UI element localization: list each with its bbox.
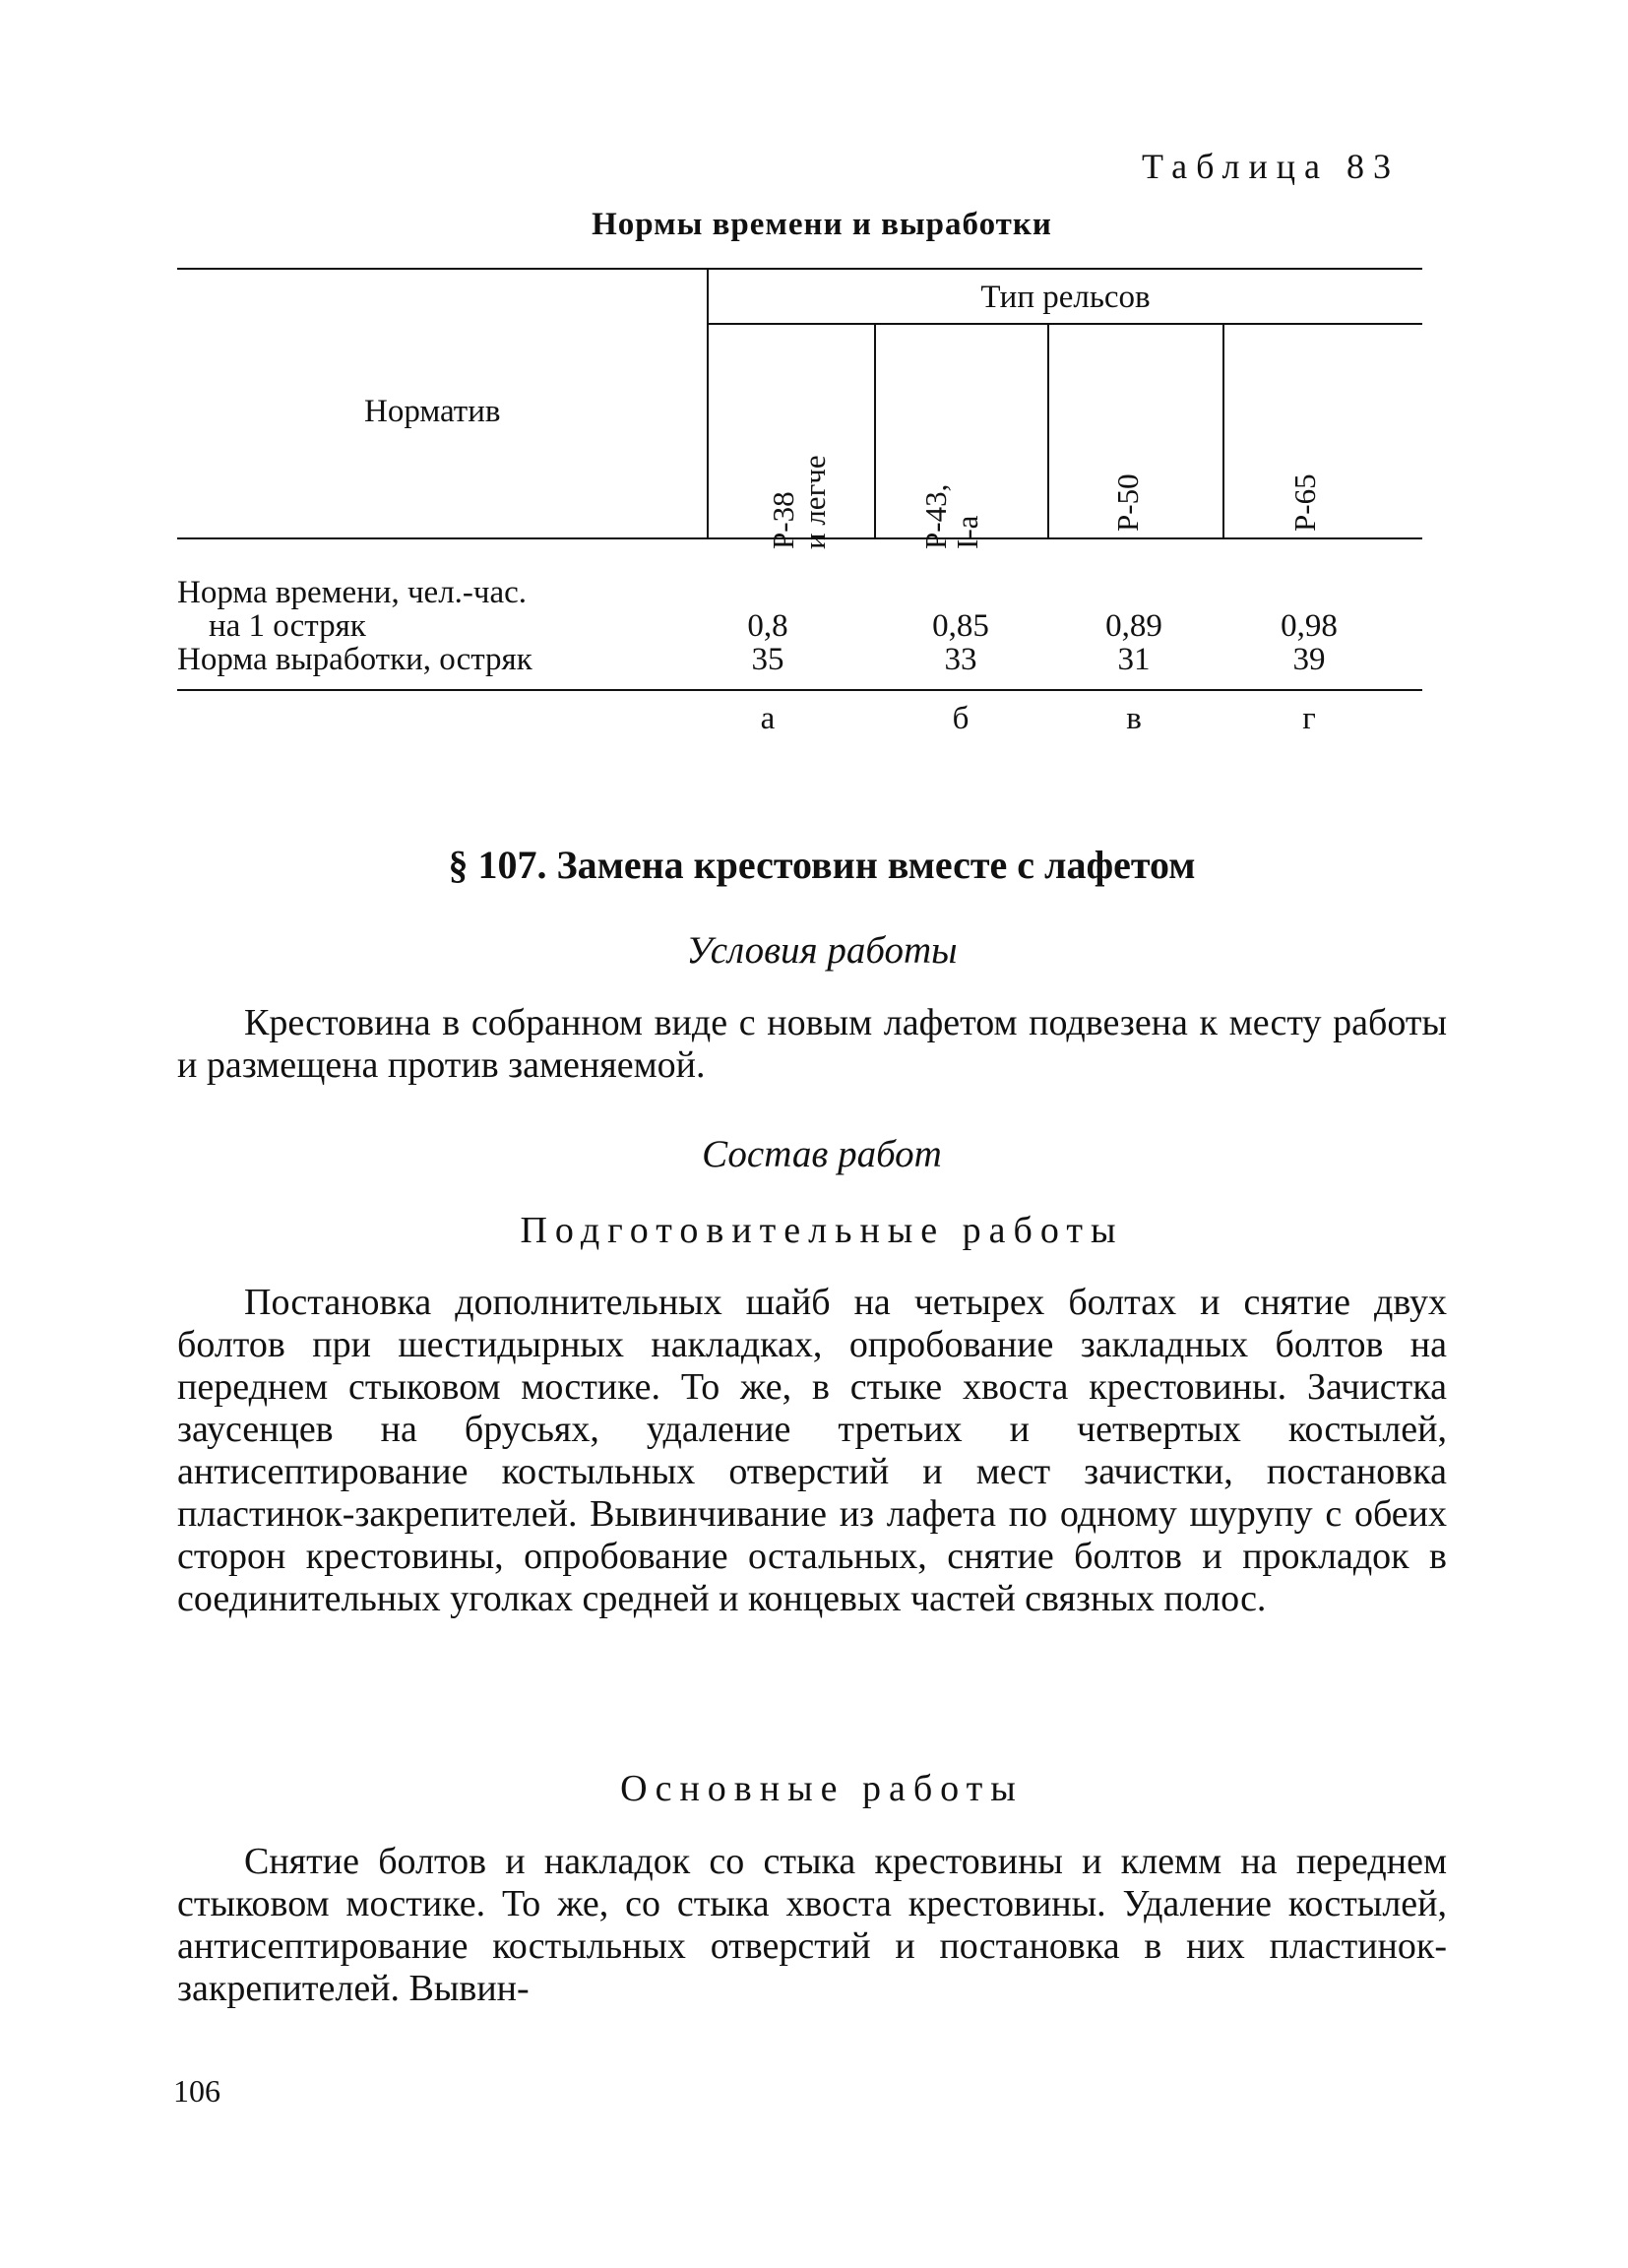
page-number: 106 (173, 2073, 220, 2109)
column-letter-g: г (1302, 701, 1316, 736)
preparatory-paragraph: Постановка дополнительных шайб на четырех болтах и снятие двух болтов при шестидырных накладках, опробование закладных болтов на переднем стыковом мостике. То же, в стыке хвоста крестовины. Зачистка заусенцев на брусьях, удаление третьих и четвертых костылей, антисептирование костыльных отверстий и мест зачистки, постановка пластинок-закрепителей. Вывинчивание из лафета по одному шурупу с обеих сторон крестовины, опробование остальных, снятие болтов и прокладок в соединительных уголках средней и концевых частей связных полос. (177, 1282, 1447, 1619)
column-divider-2 (1047, 325, 1049, 537)
column-header-p65: Р-65 (1287, 473, 1322, 532)
row-label-time-norm-unit: на 1 остряк (209, 608, 366, 644)
column-header-normative: Норматив (364, 394, 501, 429)
table-title: Нормы времени и выработки (592, 207, 1052, 242)
time-value-p38: 0,8 (747, 608, 788, 644)
output-value-p43: 33 (944, 642, 977, 677)
main-works-paragraph: Снятие болтов и накладок со стыка крестовины и клемм на переднем стыковом мостике. То же, со стыка хвоста крестовины. Удаление костылей, антисептирование костыльных отверстий и постановка в них пластинок-закрепителей. Вывин- (177, 1841, 1447, 2009)
main-works-heading: Основные работы (620, 1768, 1024, 1809)
conditions-heading: Условия работы (686, 929, 958, 972)
column-header-p43: Р-43, I-а (918, 483, 984, 549)
column-letter-b: б (952, 701, 970, 736)
time-value-p43: 0,85 (932, 608, 989, 644)
conditions-paragraph: Крестовина в собранном виде с новым лафетом подвезена к месту работы и размещена против заменяемой. (177, 1002, 1447, 1086)
row-label-output-norm: Норма выработки, остряк (177, 642, 532, 677)
table-top-rule (177, 268, 1422, 270)
table-group-rule (709, 323, 1422, 325)
column-letter-a: а (760, 701, 776, 736)
column-divider-3 (1222, 325, 1224, 537)
time-value-p50: 0,89 (1105, 608, 1162, 644)
column-letter-v: в (1126, 701, 1142, 736)
output-value-p65: 39 (1292, 642, 1326, 677)
column-divider-1 (874, 325, 876, 537)
table-label: Таблица 83 (1142, 147, 1400, 186)
row-label-time-norm: Норма времени, чел.-час. (177, 575, 528, 610)
preparatory-heading: Подготовительные работы (520, 1210, 1124, 1251)
section-title: § 107. Замена крестовин вместе с лафетом (448, 843, 1196, 887)
column-header-p50: Р-50 (1110, 473, 1145, 532)
column-header-p38: Р-38 и легче (766, 455, 832, 549)
column-header-rail-type: Тип рельсов (980, 280, 1151, 315)
output-value-p50: 31 (1117, 642, 1151, 677)
time-value-p65: 0,98 (1281, 608, 1338, 644)
output-value-p38: 35 (751, 642, 784, 677)
table-bottom-rule (177, 689, 1422, 691)
composition-heading: Состав работ (702, 1133, 942, 1175)
